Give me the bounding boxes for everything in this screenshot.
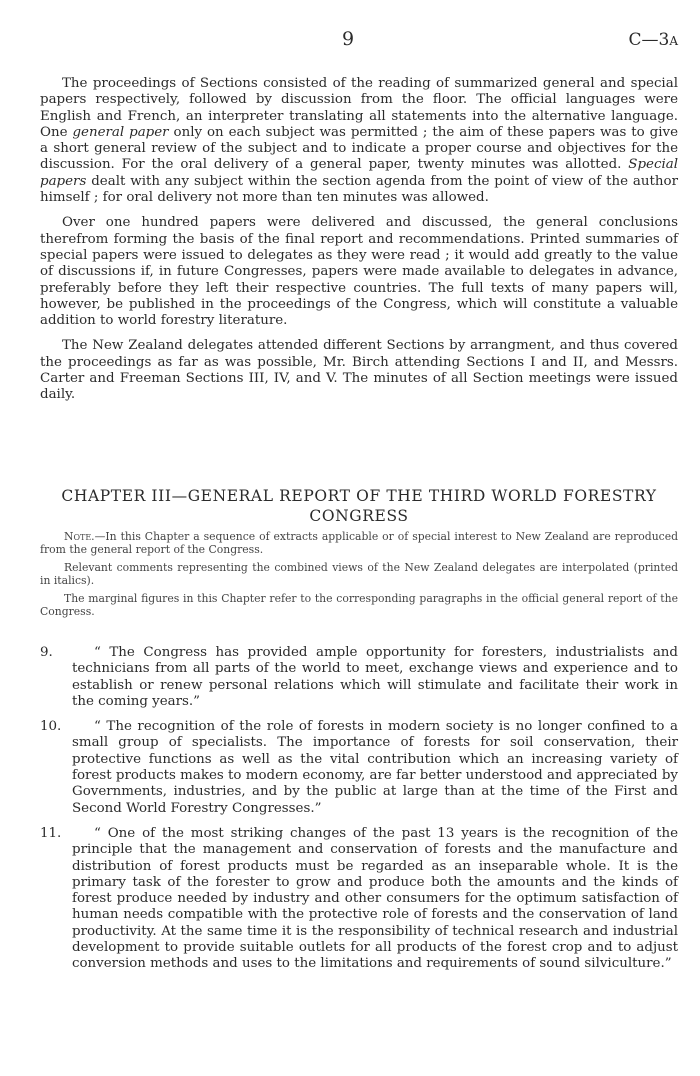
report-paragraph [40,645,678,710]
note-3: The marginal figures in this Chapter refer to the corresponding paragraphs in the official general report of the Congress. [40,591,678,619]
text-run: The proceedings of Sections consisted of the reading of summarized general and special papers respectively, followed by discussion from the floor. The official languages were English and French, an interpreter translating all statements into the alternative language. One [40,76,678,140]
chapter-title-line-1: CHAPTER III—GENERAL REPORT OF THE THIRD WORLD FORESTRY [61,487,657,505]
paragraph-number: 11. [40,825,62,841]
page-number: 9 [342,28,355,50]
note-label: Note. [64,530,95,543]
paragraph-number: 10. [40,719,62,735]
chapter-title-line-2: CONGRESS [309,507,409,525]
document-reference [629,30,679,50]
paragraph-text: “ The Congress has provided ample opportunity for foresters, industrialists and technicians from all parts of the world to meet, exchange views and experience and to establish or renew personal relations which will stimulate and facilitate their work in the coming years.” [72,645,678,709]
italic-term-general-paper: general paper [72,124,169,140]
italic-term-special-papers: Special papers [40,157,678,189]
text-run: dealt with any subject within the section agenda from the point of view of the author himself ; for oral delivery not more than ten minutes was allowed. [40,173,678,206]
report-paragraph [40,826,678,973]
intro-section [40,76,678,413]
note-1-text: —In this Chapter a sequence of extracts applicable or of special interest to New Zealand are reproduced from the general report of the Congress. [40,530,678,557]
page-header [0,28,700,52]
chapter-notes [40,530,678,622]
chapter-heading [40,486,678,526]
document-reference-sub: A [669,34,678,48]
intro-paragraph-3: The New Zealand delegates attended different Sections by arrangment, and thus covered the proceedings as far as was possible, Mr. Birch attending Sections I and II, and Messrs. Carter and Freeman Sections III, IV, and V. The minutes of all Section meetings were issued daily. [40,338,678,403]
paragraph-text: “ The recognition of the role of forests in modern society is no longer confined to a small group of specialists. The importance of forests for soil conservation, their protective functions as well as the vital contribution which an increasing variety of forest products makes to modern economy, are far better understood and appreciated by Governments, industries, and by the public at large than at the time of the First and Second World Forestry Congresses.” [72,719,678,816]
intro-paragraph-2: Over one hundred papers were delivered and discussed, the general conclusions therefrom forming the basis of the final report and recommendations. Printed summaries of special papers were issued to delegates as they were read ; it would add greatly to the value of discussions if, in future Congresses, papers were made available to delegates in advance, preferably before they left their respective countries. The full texts of many papers will, however, be published in the proceedings of the Congress, which will constitute a valuable addition to world forestry literature. [40,215,678,329]
note-2: Relevant comments representing the combined views of the New Zealand delegates are interpolated (printed in italics). [40,560,678,588]
text-run: only on each subject was permitted ; the aim of these papers was to give a short general review of the subject and to indicate a proper course and objectives for the discussion. For the oral delivery of a general paper, twenty minutes was allotted. [40,124,678,173]
paragraph-number: 9. [40,645,53,660]
report-paragraphs [40,645,678,982]
note-1 [40,530,678,557]
intro-paragraph-1 [40,76,678,206]
paragraph-text: “ One of the most striking changes of the past 13 years is the recognition of the principle that the management and conservation of forests and the manufacture and distribution of forest products must be regarded as an inseparable whole. It is the primary task of the forester to grow and produce both the amounts and the kinds of forest produce needed by industry and other consumers for the optimum satisfaction of human needs compatible with the protective role of forests and the conservation of land productivity. At the same time it is the responsibility of technical research and industrial development to provide suitable outlets for all products of the forest crop and to adjust conversion methods and uses to the limitations and requirements of sound silviculture.” [72,825,678,972]
report-paragraph [40,719,678,817]
document-reference-main: C—3 [628,30,670,50]
